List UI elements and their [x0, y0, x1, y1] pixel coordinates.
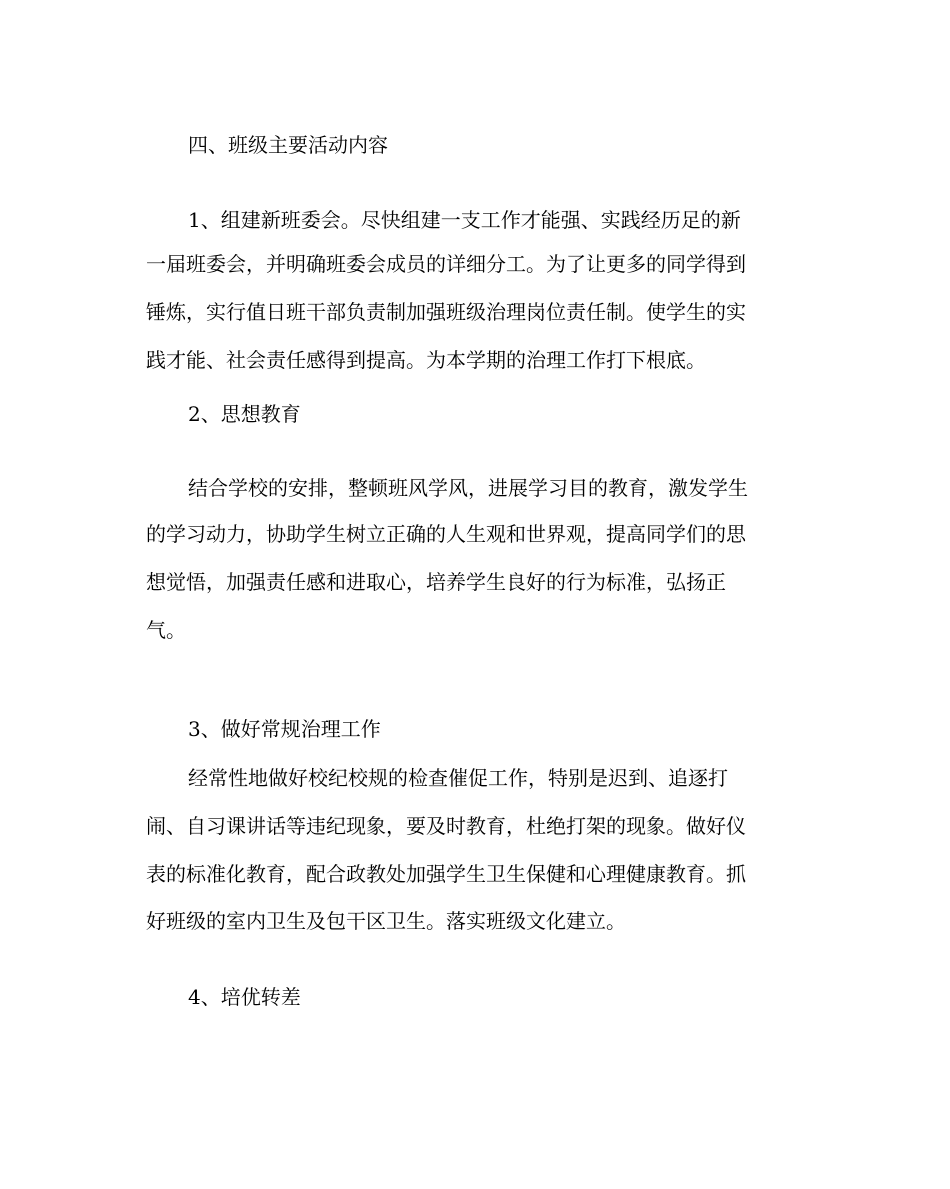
item3-line-1: 经常性地做好校纪校规的检查催促工作，特别是迟到、追逐打: [188, 766, 728, 790]
section-heading: 四、班级主要活动内容: [188, 133, 388, 157]
item3-line-4: 好班级的室内卫生及包干区卫生。落实班级文化建立。: [146, 909, 626, 933]
item2-line-2: 的学习动力，协助学生树立正确的人生观和世界观，提高同学们的思: [146, 522, 746, 546]
item2-line-1: 结合学校的安排，整顿班风学风，进展学习目的教育，激发学生: [188, 476, 748, 500]
item1-line-2: 一届班委会，并明确班委会成员的详细分工。为了让更多的同学得到: [146, 252, 746, 276]
item2-line-3: 想觉悟，加强责任感和进取心，培养学生良好的行为标准，弘扬正: [146, 570, 726, 594]
item3-line-3: 表的标准化教育，配合政教处加强学生卫生保健和心理健康教育。抓: [146, 862, 746, 886]
item1-line-4: 践才能、社会责任感得到提高。为本学期的治理工作打下根底。: [146, 348, 706, 372]
item3-heading: 3、做好常规治理工作: [188, 717, 381, 741]
item2-line-4: 气。: [146, 618, 186, 642]
item3-line-2: 闹、自习课讲话等违纪现象，要及时教育，杜绝打架的现象。做好仪: [146, 814, 746, 838]
item2-heading: 2、思想教育: [188, 402, 301, 426]
item1-line-3: 锤炼，实行值日班干部负责制加强班级治理岗位责任制。使学生的实: [146, 300, 746, 324]
item4-heading: 4、培优转差: [188, 985, 301, 1009]
item1-line-1: 1、组建新班委会。尽快组建一支工作才能强、实践经历足的新: [188, 208, 741, 232]
